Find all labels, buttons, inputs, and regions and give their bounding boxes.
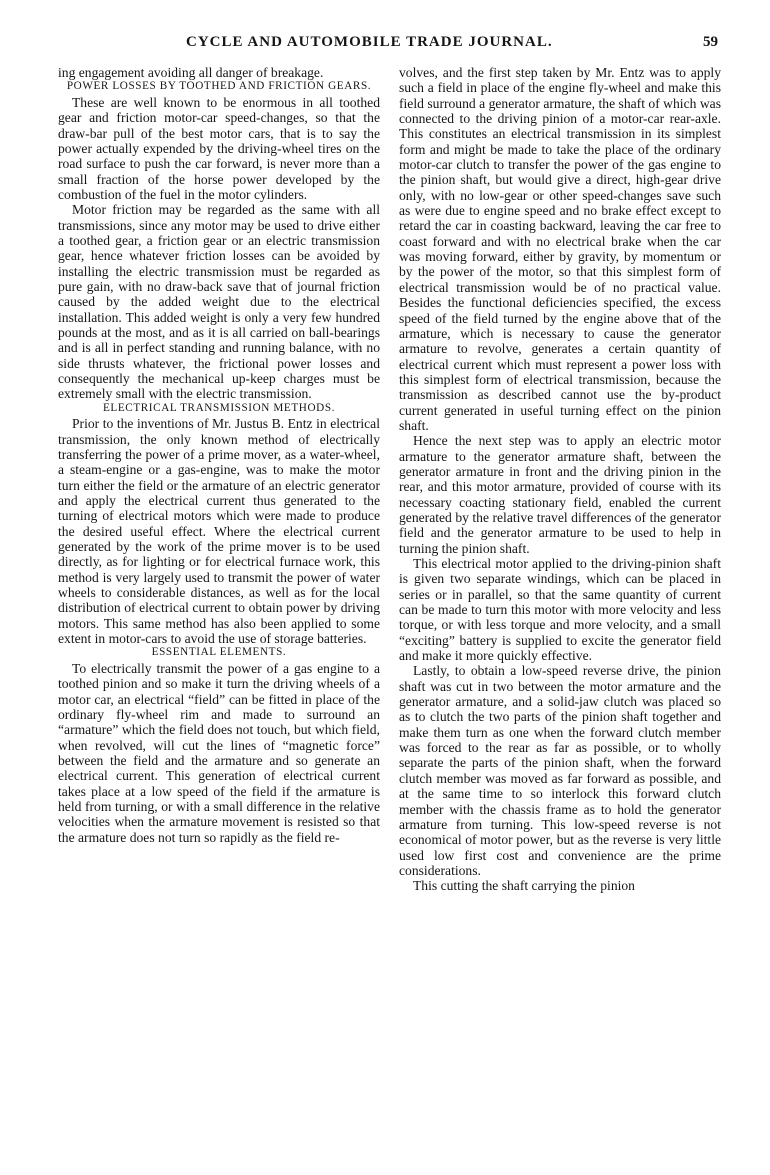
paragraph: This electrical motor applied to the driving-pinion shaft is given two separate windings, which can be placed in series or in parallel, so that the same quantity of current can be made to turn this motor with more velocity and less torque, or with less torque and more velocity, and a small “exciting” battery is supplied to excite the generator field and make it more quickly effective. [399, 556, 721, 664]
section-heading: ESSENTIAL ELEMENTS. [151, 646, 287, 659]
right-column [399, 65, 721, 894]
paragraph: Lastly, to obtain a low-speed reverse drive, the pinion shaft was cut in two between the motor armature and the generator armature, and a solid-jaw clutch was placed so as to clutch the two parts of the pinion shaft together and make them turn as one when the forward clutch member was forced to the rear as far as possible, or to wholly separate the parts of the pinion shaft, when the forward clutch member was moved as far forward as possible, and at the same time to so interlock this forward clutch member with the chassis frame as to hold the generator armature from turning. This low-speed reverse is not economical of motor power, but as the reverse is very little used low first cost and convenience are the prime considerations. [399, 663, 721, 878]
paragraph: Prior to the inventions of Mr. Justus B. Entz in electrical transmission, the only known method of electrically transferring the power of a prime mover, as a water-wheel, a steam-engine or a gas-engine, was to make the motor turn either the field or the armature of an electric generator and apply the electrical current thus generated to the turning of electrical motors which were made to produce the desired useful effect. Where the electrical current generated by the work of the prime mover is to be used directly, as for lighting or for electrical furnace work, this method is very largely used to transmit the power of water wheels to considerable distances, as well as for the local distribution of electrical current to obtain power by driving motors. This same method has also been applied to some extent in motor-cars to avoid the use of storage batteries. [58, 416, 380, 647]
paragraph: Motor friction may be regarded as the same with all transmissions, since any motor may be used to drive either a toothed gear, a friction gear or an electric transmission gear, hence whatever friction losses can be avoided by installing the electric transmission must be regarded as pure gain, with no draw-back save that of journal friction caused by the added weight due to the electrical installation. This added weight is only a very few hundred pounds at the most, and as it is all carried on ball-bearings and is all in perfect standing and running balance, with no side thrusts whatever, the frictional power losses and consequently the mechanical up-keep charges must be extremely small with the electric transmission. [58, 202, 380, 402]
running-title: CYCLE AND AUTOMOBILE TRADE JOURNAL. [186, 34, 553, 50]
paragraph: To electrically transmit the power of a gas engine to a toothed pinion and so make it turn the driving wheels of a motor car, an electrical “field” can be fitted in place of the ordinary fly-wheel rim and made to surround an “armature” which the field does not touch, but which field, when revolved, will cut the lines of “magnetic force” between the field and the armature and so generate an electrical current. This generation of electrical current takes place at a low speed of the field if the armature is held from turning, or with a small difference in the relative velocities when the armature movement is resisted so that the armature does not turn so rapidly as the field re- [58, 660, 380, 845]
page-number: 59 [703, 34, 718, 50]
section-heading: ELECTRICAL TRANSMISSION METHODS. [102, 401, 336, 414]
section-heading: POWER LOSSES BY TOOTHED AND FRICTION GEARS. [66, 80, 372, 93]
paragraph: ing engagement avoiding all danger of breakage. [58, 65, 324, 80]
paragraph: volves, and the first step taken by Mr. Entz was to apply such a field in place of the engine fly-wheel and make this field surround a generator armature, the shaft of which was connected to the driving pinion of a motor-car rear-axle. This constitutes an electrical transmission in its simplest form and might be made to take the place of the ordinary motor-car clutch to transfer the power of the gas engine to the pinion shaft, but would give a direct, high-gear drive only, with no low-gear or other speed-changes save such as were due to engine speed and no brake effect except to retard the car in coasting backward, leaving the car free to coast forward and with no electrical brake when the car was moving forward, either by gravity, by momentum or by the power of the motor, so that this simplest form of electrical transmission would be of no practical value. Besides the functional deficiencies specified, the excess speed of the field turned by the engine above that of the armature, which is necessary to cause the generator armature to revolve, generates a certain quantity of electrical current which must represent a power loss with this simplest form of electrical transmission, because the transmission as described cannot use the by-product current generated in useful turning effect on the pinion shaft. [399, 65, 721, 433]
paragraph: Hence the next step was to apply an electric motor armature to the generator armature shaft, between the generator armature in front and the driving pinion in the rear, and this motor armature, provided of course with its necessary coacting stationary field, enabled the current generated by the relative travel differences of the generator field and the generator armature to be used to help in turning the pinion shaft. [399, 433, 721, 556]
paragraph: This cutting the shaft carrying the pinion [413, 878, 635, 894]
page-header [58, 34, 718, 54]
paragraph: These are well known to be enormous in all toothed gear and friction motor-car speed-changes, so that the draw-bar pull of the best motor cars, that is to say the power actually expended by the driving-wheel tires on the road surface to push the car forward, is never more than a small fraction of the horse power developed by the combustion of the fuel in the motor cylinders. [58, 94, 380, 202]
left-column [58, 65, 380, 845]
